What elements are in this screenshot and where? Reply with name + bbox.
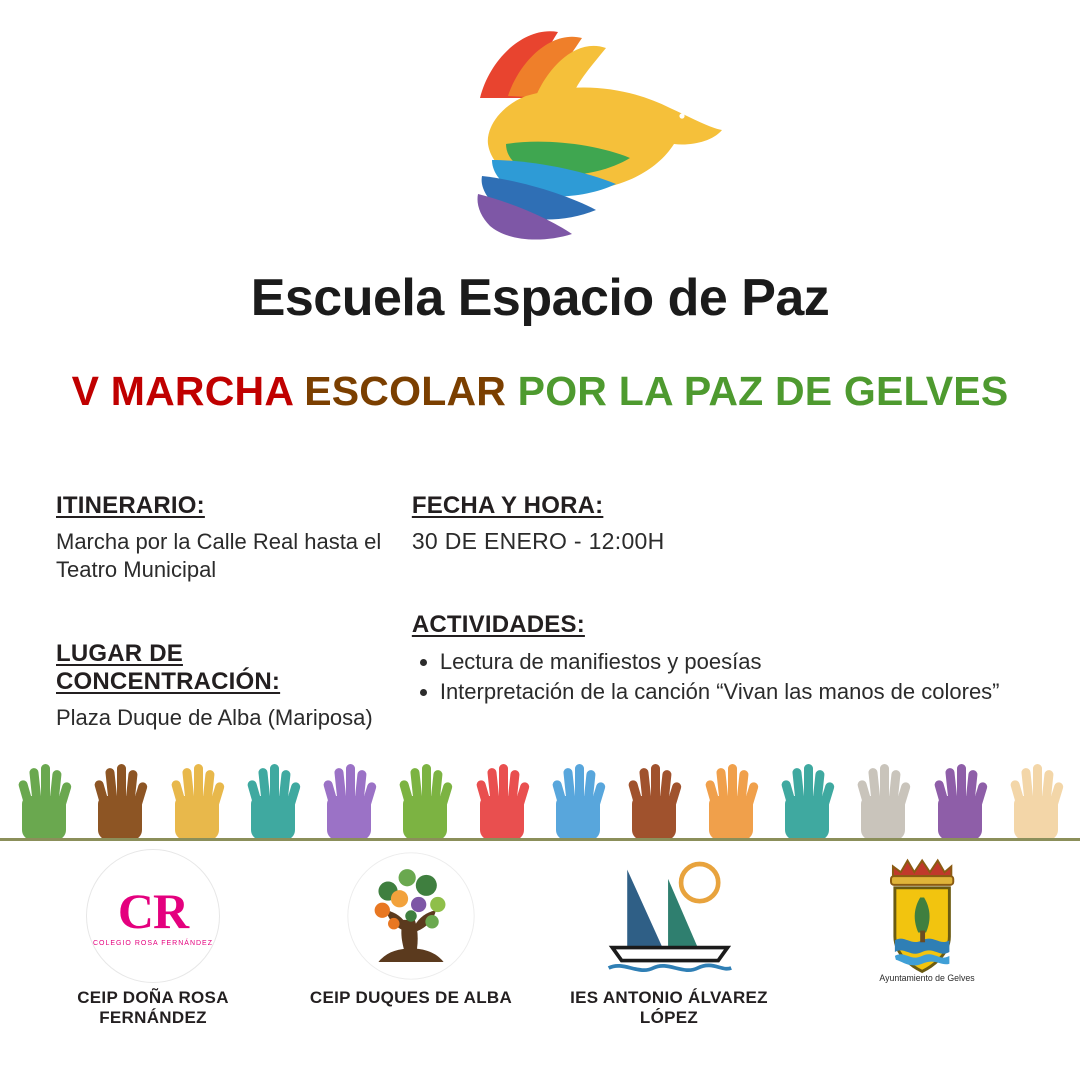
itinerary-value: Marcha por la Calle Real hasta el Teatro Municipal [56, 529, 382, 583]
headline-part-1: V MARCHA [71, 368, 305, 414]
itinerary-block [56, 492, 412, 584]
sponsor-logos [0, 846, 1080, 1056]
cr-logo-text: CR [117, 882, 189, 939]
spacer [412, 555, 1024, 611]
list-item: • Interpretación de la canción “Vivan las manos de colores” [440, 677, 1024, 707]
activities-list [412, 647, 1024, 708]
hand-icon [781, 754, 833, 840]
meeting-point-block [56, 640, 412, 732]
cr-logo-subtext: COLEGIO ROSA FERNÁNDEZ [92, 939, 214, 947]
sponsor-caption: CEIP DUQUES DE ALBA [309, 988, 513, 1007]
details-column-left [56, 492, 412, 732]
tree-of-dots-logo-icon [291, 846, 531, 986]
sponsor-ies-antonio-alvarez-lopez [549, 846, 789, 1028]
brand-title: Escuela Espacio de Paz [250, 269, 830, 327]
event-details [0, 492, 1080, 732]
hand-icon [934, 754, 986, 840]
activities-block [412, 611, 1024, 708]
hand-icon [1010, 754, 1062, 840]
page-title [0, 368, 1080, 415]
hand-icon [552, 754, 604, 840]
datetime-label: FECHA Y HORA: [411, 492, 604, 519]
brand-block [0, 0, 1080, 327]
spacer [56, 584, 412, 640]
rainbow-dove-icon [330, 18, 750, 258]
datetime-value: 30 DE ENERO - 12:00H [411, 528, 665, 554]
sponsor-caption: IES ANTONIO ÁLVAREZ LÓPEZ [570, 988, 768, 1027]
hand-icon [18, 754, 70, 840]
headline-part-3: POR LA PAZ DE GELVES [517, 368, 1009, 414]
sponsor-ceip-duques-de-alba [291, 846, 531, 1008]
headline-part-2: ESCOLAR [304, 368, 518, 414]
cr-circle-logo-icon [33, 846, 273, 986]
sailboat-sun-logo-icon [549, 846, 789, 986]
details-column-right [412, 492, 1024, 732]
coat-of-arms-caption: Ayuntamiento de Gelves [879, 973, 975, 984]
colored-hands-row [0, 748, 1080, 840]
hand-icon [323, 754, 375, 840]
hand-icon [857, 754, 909, 840]
hand-icon [399, 754, 451, 840]
hand-icon [628, 754, 680, 840]
list-item: • Lectura de manifiestos y poesías [440, 647, 1024, 677]
hand-icon [476, 754, 528, 840]
gelves-coat-of-arms-icon [807, 846, 1047, 986]
activities-label: ACTIVIDADES: [411, 611, 585, 638]
sponsor-caption: CEIP DOÑA ROSA FERNÁNDEZ [77, 988, 229, 1027]
datetime-block [412, 492, 1024, 555]
hand-icon [705, 754, 757, 840]
divider [0, 838, 1080, 841]
hand-icon [171, 754, 223, 840]
hand-icon [247, 754, 299, 840]
hand-icon [94, 754, 146, 840]
meeting-point-value: Plaza Duque de Alba (Mariposa) [56, 705, 373, 731]
sponsor-ceip-rosa-fernandez [33, 846, 273, 1028]
itinerary-label: ITINERARIO: [56, 492, 205, 519]
sponsor-ayuntamiento-de-gelves [807, 846, 1047, 986]
meeting-point-label: LUGAR DE CONCENTRACIÓN: [56, 640, 281, 696]
